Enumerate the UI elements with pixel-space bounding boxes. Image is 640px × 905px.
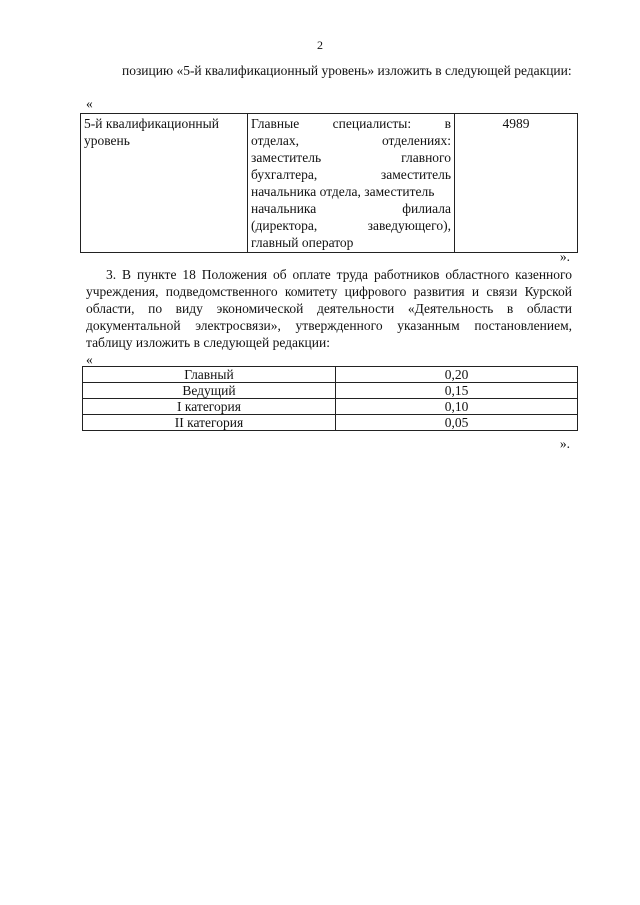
positions-line: отделах, отделениях: [251, 133, 451, 148]
qualification-table [80, 113, 578, 253]
table-row [83, 415, 578, 431]
positions-line: бухгалтера, заместитель [251, 167, 451, 182]
page-number: 2 [317, 38, 323, 52]
opening-quote: « [86, 96, 93, 111]
category-cell: II категория [83, 415, 336, 431]
paragraph-3: 3. В пункте 18 Положения об оплате труда работников областного казенного учреждения, подведомственного комитету цифрового развития и связи Курской области, по виду экономической деятельности «Деятельность в области документальной электросвязи», утвержденного указанным постановлением, таблицу изложить в следующей редакции: [86, 267, 572, 350]
amount-cell: 4989 [455, 114, 578, 253]
positions-line: главный оператор [251, 235, 354, 250]
coefficient-cell: 0,20 [336, 367, 578, 383]
positions-line: Главные специалисты: в [251, 116, 451, 131]
category-cell: Ведущий [83, 383, 336, 399]
opening-quote: « [86, 352, 93, 367]
positions-line: (директора, заведующего), [251, 218, 451, 233]
coefficient-table [82, 366, 578, 431]
table-row [83, 383, 578, 399]
category-cell: I категория [83, 399, 336, 415]
positions-line: начальника отдела, заместитель [251, 184, 435, 199]
closing-quote: ». [559, 436, 570, 451]
positions-line: начальника филиала [251, 201, 451, 216]
positions-line: заместитель главного [251, 150, 451, 165]
closing-quote: ». [559, 249, 570, 264]
table-row [83, 367, 578, 383]
table-row [81, 114, 578, 253]
coefficient-cell: 0,10 [336, 399, 578, 415]
table-row [83, 399, 578, 415]
intro-paragraph: позицию «5-й квалификационный уровень» изложить в следующей редакции: [122, 63, 572, 78]
category-cell: Главный [83, 367, 336, 383]
coefficient-cell: 0,05 [336, 415, 578, 431]
level-cell: 5-й квалификационный уровень [81, 114, 248, 253]
coefficient-cell: 0,15 [336, 383, 578, 399]
positions-cell [248, 114, 455, 253]
